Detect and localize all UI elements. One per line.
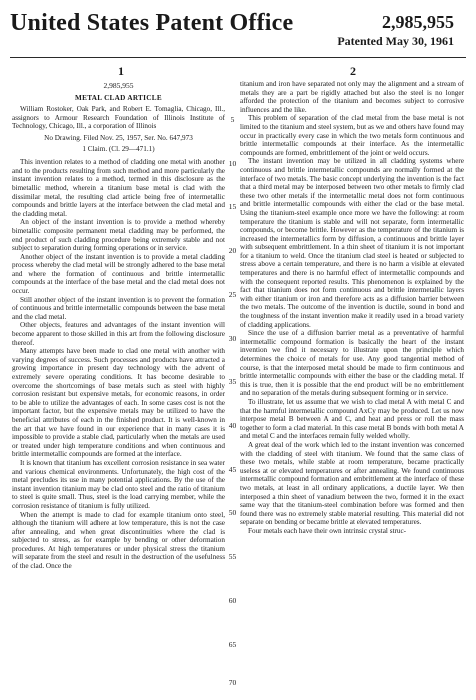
paragraph: Still another object of the instant invention is to prevent the formation of continuous and brittle intermetallic compounds between the base metal and the clad metal. (12, 295, 225, 321)
patent-office-heading: United States Patent Office (10, 10, 294, 36)
paragraph: Four metals each have their own intrinsic crystal struc- (248, 526, 407, 535)
line-number: 70 (228, 678, 237, 687)
article-title: METAL CLAD ARTICLE (75, 93, 162, 102)
line-number: 65 (228, 640, 237, 649)
column-number-right: 2 (350, 64, 356, 78)
patent-date: Patented May 30, 1961 (337, 34, 454, 48)
filing-line: No Drawing. Filed Nov. 25, 1957, Ser. No. 647,973 (44, 133, 193, 142)
paragraph: Many attempts have been made to clad one metal with another with varying degrees of success. Such processes and products have attracted a growing importance in present day technology with the advent of extremely severe operating conditions. It has become desirable to overcome the shortcomings of base metals such as steel with highly corrosion resistant but expensive metals, for economic reasons, in order to be able to utilize the advantages of each. In some cases cost is not the important factor, but the expensive metals may be utilized to have the beneficial attributes of each in the finished product. It is well-known in the art that we have found in our experience that in many cases it is impossible to provide a stable clad, particularly when the metals are used or treated under high temperature conditions and when continuous and brittle intermetallic compounds are formed at the interface. (12, 347, 225, 459)
paragraph: An object of the instant invention is to provide a method whereby bimetallic composite permanent metal cladding may be performed, the end product of such cladding procedure being extremely stable and not subject to separation during forming operations or in service. (12, 218, 225, 253)
paragraph: A great deal of the work which led to the instant invention was concerned with the cladding of steel with titanium. We found that the same class of these two metals, while stable at room temperature, became practically useless at or elevated temperatures or after annealing. We found continuous intermetallic compound formation and embrittlement at the interface of these two metals, at least in all ordinary applications, a ductile layer. We then interposed a thin sheet of vanadium between the two, formed it in the exact same way that the titanium-steel combination before was formed and then found there was no extremely stable material resulting. This material did not separate on bending or became brittle at elevated temperatures. (240, 440, 464, 527)
inventors-line: William Rostoker, Oak Park, and Robert E. Tomaglia, Chicago, Ill., assignors to Armour Research Foundation of Illinois Institute of Technology, Chicago, Ill., a corporation of Illinois (12, 105, 225, 131)
line-number: 35 (228, 377, 237, 386)
paragraph: Since the use of a diffusion barrier metal as a preventative of harmful intermetallic compound formation is basically the heart of the instant invention we find it necessary to illustrate upon the principle which determines the choice of metals for use. Any good tangential method of course, is that the interposed metal should be made to firm continuous and brittle intermetallic compounds with either the base or the cladding metal. If this is true, then it is possible that the end product will be no embrittlement and no separation of the metals during subsequent forming or in service. (240, 329, 464, 398)
line-number: 60 (228, 596, 237, 605)
paragraph: This problem of separation of the clad metal from the base metal is not limited to the titanium and steel system, but as we and others have found may occur in practically every case in which the two metals form continuous and brittle intermetallic compounds at their interface. As the intermetallic compounds are formed, embrittlement of the joint or weld occurs. (240, 114, 464, 157)
right-column (240, 80, 464, 535)
line-number: 55 (228, 552, 237, 561)
left-column (12, 80, 225, 571)
patent-number: 2,985,955 (382, 12, 454, 32)
column-number-left: 1 (118, 64, 124, 78)
line-number: 25 (228, 290, 237, 299)
paragraph: To illustrate, let us assume that we wish to clad metal A with metal C and that the harmful intermetallic compound AxCy may be produced. Let us now interpose metal B between A and C, and heat and press or roll the mass together to form a clad material. In this case metal B bonds with both metal A and metal C and the interfaces remain fully welded wholly. (240, 397, 464, 441)
claims-line: 1 Claim. (Cl. 29—471.1) (82, 144, 155, 153)
header-rule (10, 57, 466, 58)
paragraph: This invention relates to a method of cladding one metal with another and to the products resulting from such method and more particularly the instant invention relates to a method, termed in this disclosure as the bimetallic method, wherein a titanium base metal is clad with the dissimilar metal, the resulting clad article being free of intermetallic compounds and brittle layers at the interface between the clad metal and the cladding metal. (12, 158, 225, 218)
paragraph: Another object of the instant invention is to provide a metal cladding process whereby the clad metal will be strongly adhered to the base metal and where the formation of continuous and brittle intermetallic compounds at the interface of the base metal and the clad metal does not occur. (12, 252, 225, 296)
line-number: 40 (228, 421, 237, 430)
paragraph: When the attempt is made to clad for example titanium onto steel, although the titanium will adhere at low temperature, this is not the case after annealing, and when great discontinuities where the clad is subjected to stress, as for example by bending or other deformation procedures. At high temperatures or under physical stress the titanium will separate from the steel and result in the destruction of the usefulness of the clad. Once the (12, 510, 225, 571)
paragraph: It is known that titanium has excellent corrosion resistance in sea water and various chemical environments. Unfortunately, the high cost of the metal precludes its use in many potential applications. By the use of the instant invention titanium may be clad onto steel and the ratio of titanium to steel is quite small. Thus, steel is the load carrying member, while the corrosion resistance of titanium is fully utilized. (12, 458, 225, 510)
line-number: 10 (228, 159, 237, 168)
paragraph: The instant invention may be utilized in all cladding systems where continuous and brittle intermetallic compounds are normally formed at the interface of two metals. The basic concept underlying the invention is the fact that a third metal may be interposed between two other metals to firmly clad these two other metals if the intermetallic metal does not form continuous and brittle intermetallic compounds with either the clad or the base metal. Using the titanium-steel example once more we have the following: at room temperature the titanium is stable and will not separate, form intermetallic compounds, or become brittle. However as the temperature of the titanium is increased the intermetallics form by diffusion, a continuous and brittle layer with subsequent embrittlement. In a thin sheet of titanium it is not important for a titanium to weld. Once the titanium clad steel is heated or subjected to stress above a certain temperature, and there is no harm a visible at elevated temperatures and there is no harmful effect of intermetallic compounds and with the consequent reported results. This phenomenon is explained by the fact that titanium does not form continuous and brittle intermetallic layers with either titanium or iron and therefore acts as a diffusion barrier between the two metals. The outcome of the invention is ductile, sound in bond and the toughness of the instant invention make it readily used in a broad variety of cladding applications. (240, 157, 464, 329)
paragraph: titanium and iron have separated not only may the alignment and a stream of metals they are a part be rigidly attached but also the steel is no longer afforded the protection of the titanium and becomes subject to corrosive influences and the like. (240, 80, 464, 114)
line-number: 20 (228, 246, 237, 255)
line-number: 15 (228, 202, 237, 211)
line-number: 5 (230, 115, 235, 124)
front-matter-number: 2,985,955 (103, 81, 134, 90)
line-number: 45 (228, 465, 237, 474)
line-number: 50 (228, 508, 237, 517)
paragraph: Other objects, features and advantages of the instant invention will become apparent to those skilled in this art from the following disclosure thereof. (12, 321, 225, 347)
line-number: 30 (228, 334, 237, 343)
